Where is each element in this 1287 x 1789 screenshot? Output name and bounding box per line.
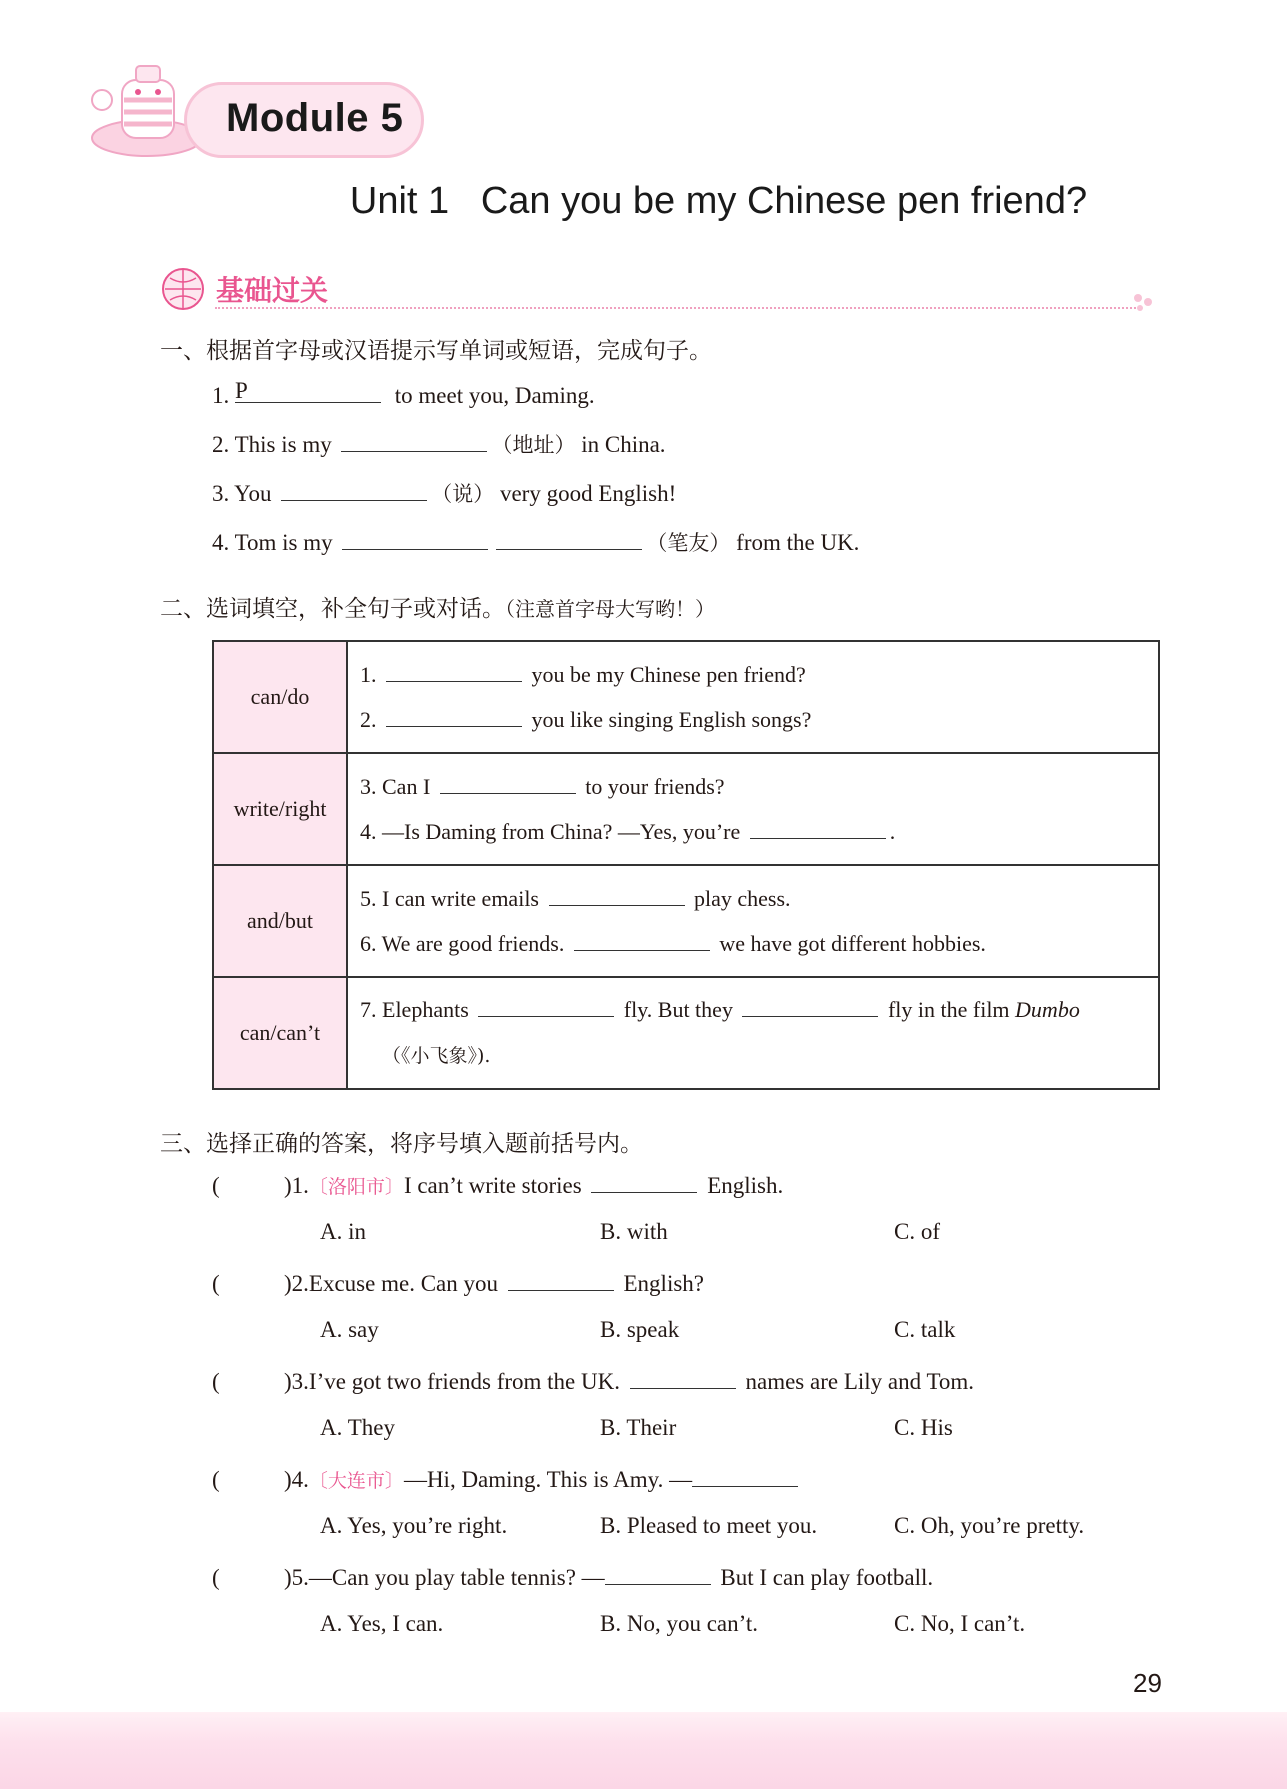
table-row [213, 865, 1159, 977]
section-divider [215, 307, 1140, 309]
sentence-text: fly. But they [618, 997, 739, 1022]
question [212, 1562, 1172, 1611]
initial-letter: P [235, 378, 248, 403]
table-row [213, 641, 1159, 753]
answer-bracket[interactable]: ( [212, 1467, 220, 1492]
option-a[interactable]: A. Yes, you’re right. [320, 1513, 508, 1538]
globe-icon [160, 266, 206, 312]
question-number: )2. [284, 1271, 309, 1296]
source-mark: 〔洛阳市〕 [308, 1176, 404, 1198]
sentence-text: 7. Elephants [360, 997, 475, 1022]
sentence-text: 1. [360, 662, 382, 687]
sentence-text: 6. We are good friends. [360, 931, 570, 956]
option-a[interactable]: A. say [320, 1317, 379, 1342]
sentence-cell [347, 753, 1159, 865]
table-row [213, 977, 1159, 1089]
question-text: Excuse me. Can you [308, 1271, 504, 1296]
item-text: 2. This is my [212, 432, 338, 457]
unit-title: Unit 1 Can you be my Chinese pen friend? [349, 180, 1088, 222]
question-number: )4. [284, 1467, 309, 1492]
item-text: from the UK. [730, 530, 860, 555]
sentence-cell [347, 977, 1159, 1089]
option-c[interactable]: C. Oh, you’re pretty. [894, 1513, 1085, 1538]
section-title: 基础过关 [216, 275, 329, 306]
option-c[interactable]: C. of [894, 1219, 940, 1244]
sentence-cell [347, 865, 1159, 977]
question-number: )5. [284, 1565, 309, 1590]
option-a[interactable]: A. Yes, I can. [320, 1611, 444, 1636]
item-text: 1. [212, 383, 235, 408]
item-text: to meet you, Daming. [389, 383, 595, 408]
part2-note: （注意首字母大写哟！） [505, 597, 715, 621]
item-text: in China. [575, 432, 666, 457]
chinese-note: （《小飞象》). [382, 1045, 491, 1067]
dots-icon [1132, 290, 1160, 314]
option-a[interactable]: A. They [320, 1415, 395, 1440]
answer-blank[interactable] [496, 527, 642, 550]
answer-bracket[interactable]: ( [212, 1271, 220, 1296]
chinese-hint: （说） [431, 482, 495, 506]
chinese-hint: （地址） [491, 433, 576, 457]
sentence-text: 2. [360, 707, 382, 732]
question-text: But I can play football. [714, 1565, 934, 1590]
answer-blank[interactable] [281, 478, 427, 501]
word-choice: can/do [213, 641, 347, 753]
question [212, 1170, 1172, 1219]
option-b[interactable]: B. Their [600, 1415, 677, 1440]
answer-blank[interactable] [549, 883, 685, 906]
word-choice: can/can’t [213, 977, 347, 1089]
option-c[interactable]: C. His [894, 1415, 953, 1440]
part3-questions [212, 1170, 1172, 1660]
table-row [213, 753, 1159, 865]
chinese-hint: （笔友） [646, 531, 731, 555]
options-row [212, 1611, 1172, 1660]
word-choice: and/but [213, 865, 347, 977]
question-text: —Can you play table tennis? — [308, 1565, 605, 1590]
sentence-text: play chess. [688, 886, 791, 911]
part2-heading [160, 590, 715, 623]
sentence-text: to your friends? [579, 774, 725, 799]
item-text: 4. Tom is my [212, 530, 339, 555]
item-text: very good English! [494, 481, 677, 506]
option-b[interactable]: B. speak [600, 1317, 680, 1342]
answer-blank[interactable] [630, 1366, 736, 1389]
answer-bracket[interactable]: ( [212, 1565, 220, 1590]
part2-heading-text: 二、选词填空，补全句子或对话。 [160, 595, 505, 621]
option-b[interactable]: B. Pleased to meet you. [600, 1513, 818, 1538]
answer-blank[interactable] [478, 994, 614, 1017]
sentence-text: 4. —Is Daming from China? —Yes, you’re [360, 819, 746, 844]
question-text: English. [701, 1173, 784, 1198]
question [212, 1366, 1172, 1415]
question [212, 1464, 1172, 1513]
sentence-text: fly in the film [882, 997, 1016, 1022]
option-a[interactable]: A. in [320, 1219, 366, 1244]
answer-blank[interactable] [605, 1562, 711, 1585]
option-b[interactable]: B. No, you can’t. [600, 1611, 759, 1636]
sentence-text: 3. Can I [360, 774, 436, 799]
word-choice-table [212, 640, 1160, 1090]
question-text: I can’t write stories [403, 1173, 588, 1198]
part1-item-4 [212, 527, 859, 557]
options-row [212, 1513, 1172, 1562]
part1-heading: 一、根据首字母或汉语提示写单词或短语，完成句子。 [160, 337, 712, 363]
question-text: English? [617, 1271, 704, 1296]
part3-heading: 三、选择正确的答案，将序号填入题前括号内。 [160, 1130, 643, 1156]
answer-blank[interactable] [750, 816, 886, 839]
answer-blank[interactable] [508, 1268, 614, 1291]
question-number: )1. [284, 1173, 309, 1198]
answer-blank[interactable] [440, 771, 576, 794]
part1-item-1 [212, 380, 595, 409]
options-row [212, 1219, 1172, 1268]
question [212, 1268, 1172, 1317]
answer-bracket[interactable]: ( [212, 1369, 220, 1394]
question-text: names are Lily and Tom. [739, 1369, 975, 1394]
answer-blank[interactable] [386, 704, 522, 727]
sentence-text: you be my Chinese pen friend? [526, 662, 806, 687]
sentence-text: you like singing English songs? [526, 707, 812, 732]
footer-band [0, 1712, 1287, 1789]
module-title: Module 5 [226, 96, 404, 140]
page-number: 29 [1133, 1668, 1162, 1698]
answer-bracket[interactable]: ( [212, 1173, 220, 1198]
answer-blank[interactable] [386, 659, 522, 682]
source-mark: 〔大连市〕 [308, 1470, 404, 1492]
sentence-text: 5. I can write emails [360, 886, 545, 911]
answer-blank[interactable] [742, 994, 878, 1017]
question-number: )3. [284, 1369, 309, 1394]
part1-item-2 [212, 429, 666, 459]
question-text: I’ve got two friends from the UK. [308, 1369, 626, 1394]
option-c[interactable]: C. No, I can’t. [894, 1611, 1026, 1636]
sentence-text: . [889, 819, 896, 844]
options-row [212, 1317, 1172, 1366]
word-choice: write/right [213, 753, 347, 865]
answer-blank[interactable] [342, 527, 488, 550]
item-text: 3. You [212, 481, 278, 506]
film-title: Dumbo [1015, 997, 1080, 1022]
sentence-text: we have got different hobbies. [713, 931, 986, 956]
answer-blank[interactable] [692, 1464, 798, 1487]
answer-blank[interactable] [574, 928, 710, 951]
sentence-cell [347, 641, 1159, 753]
answer-blank[interactable] [235, 380, 381, 403]
option-b[interactable]: B. with [600, 1219, 668, 1244]
part1-item-3 [212, 478, 676, 508]
answer-blank[interactable] [341, 429, 487, 452]
option-c[interactable]: C. talk [894, 1317, 956, 1342]
question-text: —Hi, Daming. This is Amy. — [403, 1467, 693, 1492]
options-row [212, 1415, 1172, 1464]
answer-blank[interactable] [591, 1170, 697, 1193]
